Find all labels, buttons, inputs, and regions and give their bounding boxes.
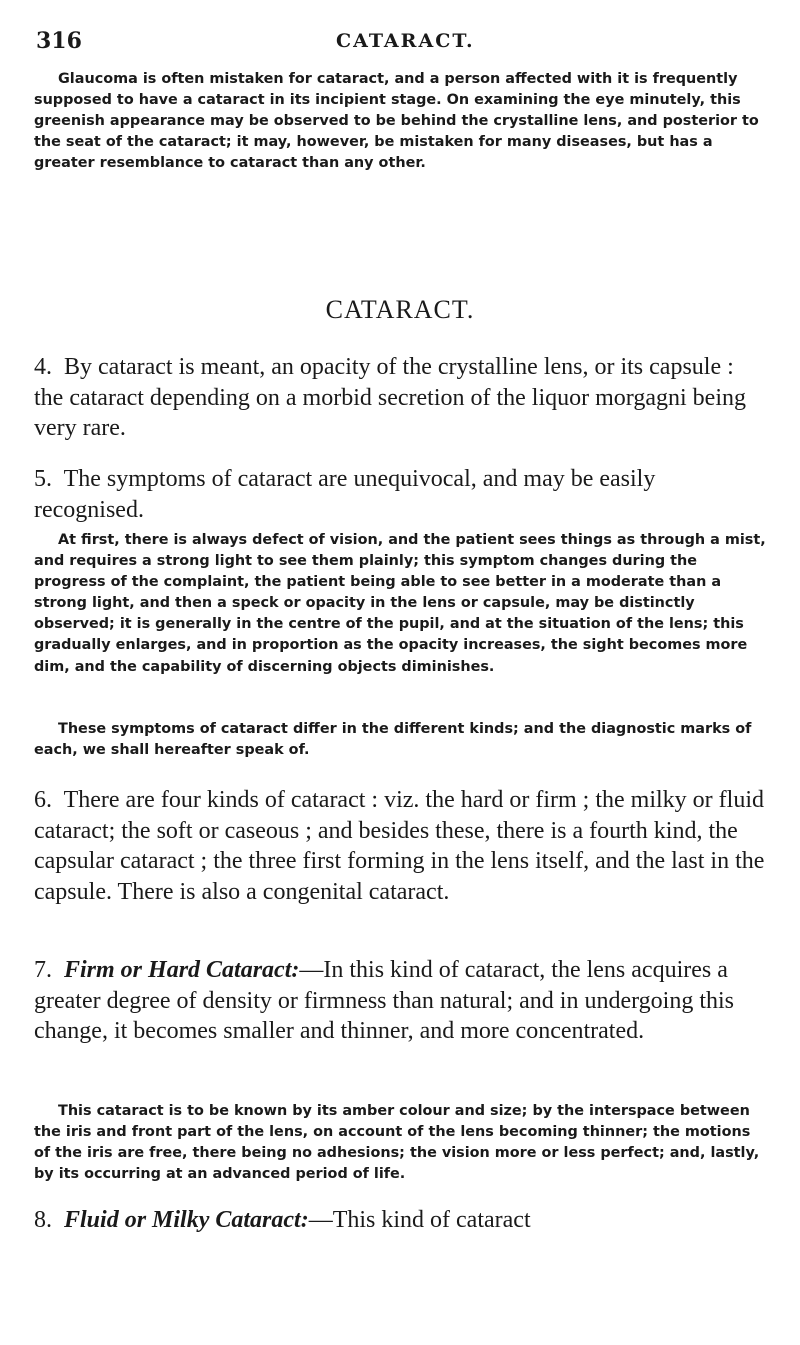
paragraph-6 xyxy=(34,785,768,907)
paragraph-number: 8. xyxy=(34,1207,52,1233)
page-number: 316 xyxy=(36,28,82,54)
paragraph-7-note: This cataract is to be known by its amber colour and size; by the interspace between the iris and front part of the lens, on account of the lens becoming thinner; the motions of the iris are free, there being no adhesions; the vision more or less perfect; and, lastly, by its occurring at an advanced period of life. xyxy=(34,1103,760,1183)
paragraph-text: By cataract is meant, an opacity of the crystalline lens, or its capsule : the cataract depending on a morbid secretion of the liquor morgagni being very rare. xyxy=(34,354,746,441)
paragraph-5-note-b: These symptoms of cataract differ in the different kinds; and the diagnostic marks of each, we shall hereafter speak of. xyxy=(34,721,752,759)
paragraph-7 xyxy=(34,955,768,1047)
paragraph-5-note-a: At first, there is always defect of vision, and the patient sees things as through a mist, and requires a strong light to see them plainly; this symptom changes during the progress of the complaint, the patient being able to see better in a moderate than a strong light, and then a speck or opacity in the lens or capsule, may be distinctly observed; it is generally in the centre of the pupil, and at the situation of the lens; this gradually enlarges, and in proportion as the opacity increases, the sight becomes more dim, and the capability of discerning objects diminishes. xyxy=(34,532,766,675)
paragraph-text: The symptoms of cataract are unequivocal, and may be easily recognised. xyxy=(34,466,656,523)
paragraph-text: There are four kinds of cataract : viz. the hard or firm ; the milky or fluid cataract; the soft or caseous ; and besides these, there is a fourth kind, the capsular cataract ; the three first forming in the lens itself, and the last in the capsule. There is also a congenital cataract. xyxy=(34,787,765,905)
section-title: CATARACT. xyxy=(325,295,475,324)
running-head: CATARACT. xyxy=(336,30,475,52)
page-header xyxy=(36,28,716,62)
paragraph-number: 4. xyxy=(34,354,52,380)
paragraph-4 xyxy=(34,352,768,444)
paragraph-number: 7. xyxy=(34,957,52,983)
paragraph-heading: Firm or Hard Cataract: xyxy=(64,957,300,983)
paragraph-8 xyxy=(34,1205,768,1236)
paragraph-number: 6. xyxy=(34,787,52,813)
paragraph-number: 5. xyxy=(34,466,52,492)
paragraph-5 xyxy=(34,464,768,525)
paragraph-text: —This kind of cataract xyxy=(308,1207,531,1233)
intro-paragraph: Glaucoma is often mistaken for cataract, and a person affected with it is frequently supposed to have a cataract in its incipient stage. On examining the eye minutely, this greenish appearance may be observed to be behind the crystalline lens, and posterior to the seat of the cataract; it may, however, be mistaken for many diseases, but has a greater resemblance to cataract than any other. xyxy=(34,71,759,172)
paragraph-heading: Fluid or Milky Cataract: xyxy=(64,1207,309,1233)
paragraph-text: —In this kind of cataract, the lens acquires a greater degree of density or firmness than natural; and in undergoing this change, it becomes smaller and thinner, and more concentrated. xyxy=(34,957,735,1044)
